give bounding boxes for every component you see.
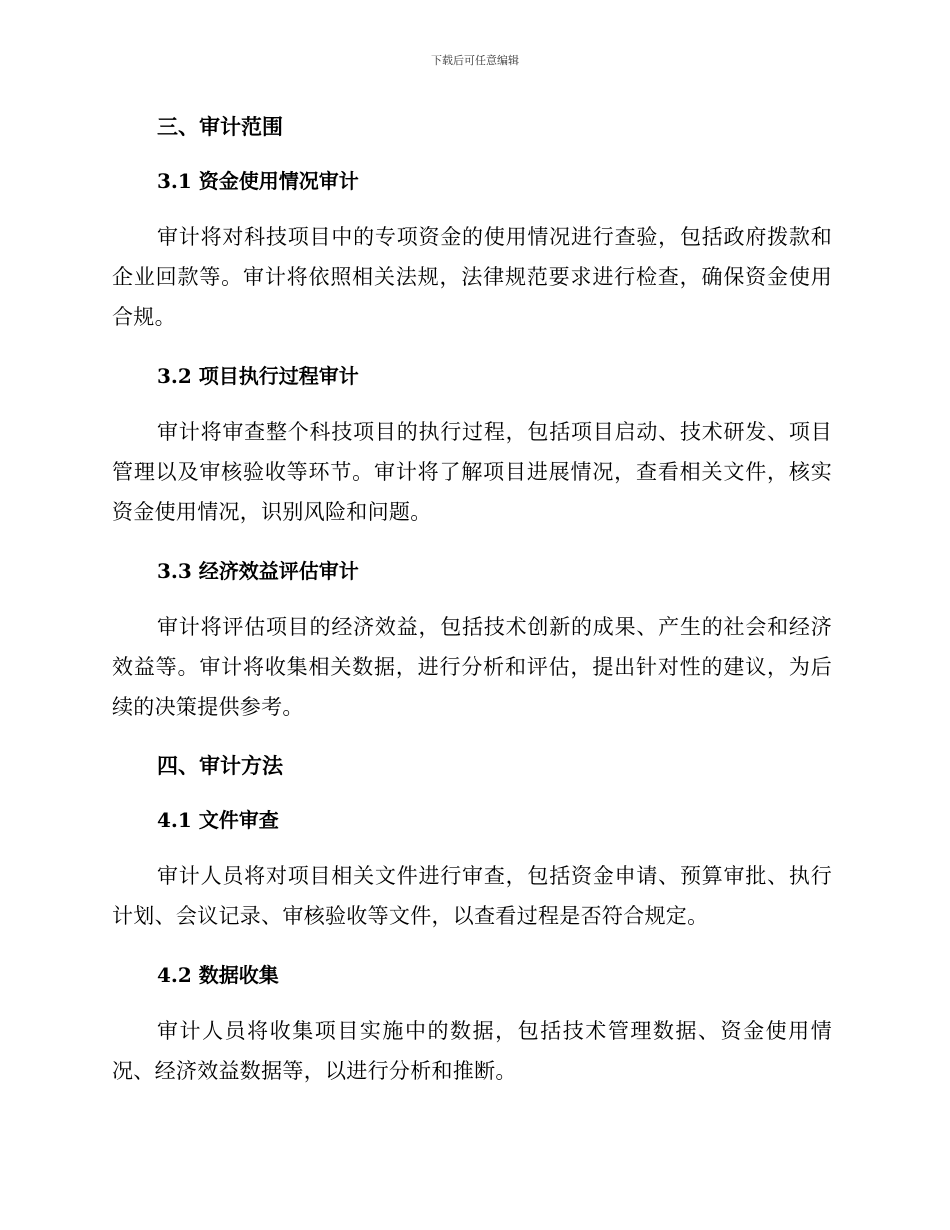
section-3-1-paragraph: 审计将对科技项目中的专项资金的使用情况进行查验，包括政府拨款和企业回款等。审计将依照相关法规，法律规范要求进行检查，确保资金使用合规。 [112, 225, 832, 329]
section-4-1-paragraph: 审计人员将对项目相关文件进行审查，包括资金申请、预算审批、执行计划、会议记录、审核验收等文件，以查看过程是否符合规定。 [112, 864, 832, 928]
section-3-2-heading: 3.2 项目执行过程审计 [157, 364, 359, 388]
page-header-note: 下载后可任意编辑 [431, 54, 519, 67]
section-3-2-paragraph: 审计将审查整个科技项目的执行过程，包括项目启动、技术研发、项目管理以及审核验收等环节。审计将了解项目进展情况，查看相关文件，核实资金使用情况，识别风险和问题。 [112, 420, 832, 524]
section-3-3-paragraph: 审计将评估项目的经济效益，包括技术创新的成果、产生的社会和经济效益等。审计将收集相关数据，进行分析和评估，提出针对性的建议，为后续的决策提供参考。 [112, 615, 832, 719]
section-3-3-heading: 3.3 经济效益评估审计 [157, 559, 359, 583]
section-4-1-heading: 4.1 文件审查 [157, 808, 279, 832]
section-4-heading: 四、审计方法 [157, 753, 283, 778]
section-4-2-paragraph: 审计人员将收集项目实施中的数据，包括技术管理数据、资金使用情况、经济效益数据等，以进行分析和推断。 [112, 1019, 832, 1083]
section-3-1-heading: 3.1 资金使用情况审计 [157, 169, 359, 193]
section-4-2-heading: 4.2 数据收集 [157, 963, 279, 987]
document-body [112, 109, 832, 1091]
section-3-heading: 三、审计范围 [157, 114, 283, 139]
